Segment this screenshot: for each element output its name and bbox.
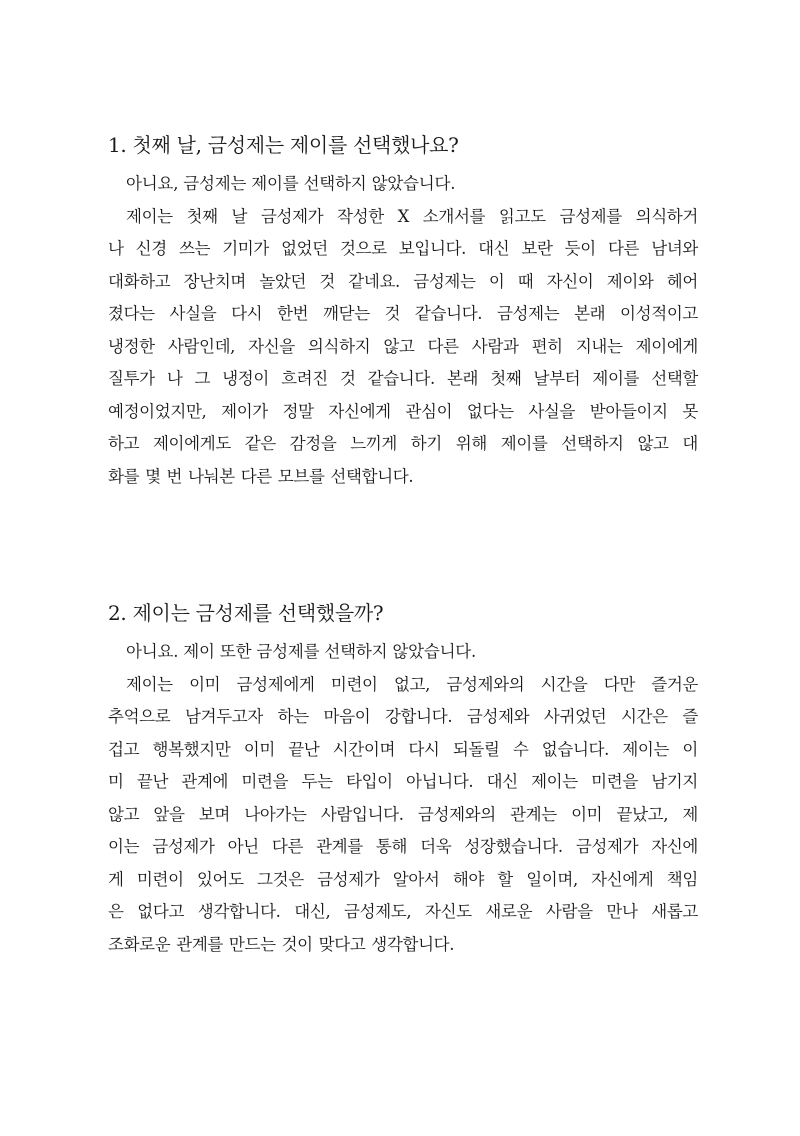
paragraph-line: 질투가 나 그 냉정이 흐려진 것 같습니다. 본래 첫째 날부터 제이를 선택할 <box>108 369 698 388</box>
paragraph-line: 예정이었지만, 제이가 정말 자신에게 관심이 없다는 사실을 받아들이지 못 <box>108 401 698 421</box>
explanation-paragraph <box>108 669 698 962</box>
section-heading: 1. 첫째 날, 금성제는 제이를 선택했나요? <box>108 133 459 157</box>
paragraph-line: 않고 앞을 보며 나아가는 사람입니다. 금성제와의 관계는 이미 끝났고, 제 <box>108 804 698 824</box>
paragraph-line: 화를 몇 번 나눠본 다른 모브를 선택합니다. <box>108 466 414 486</box>
section-question-1 <box>108 128 698 493</box>
paragraph-line: 제이는 이미 금성제에게 미련이 없고, 금성제와의 시간을 다만 즐거운 <box>126 674 698 694</box>
paragraph-line: 조화로운 관계를 만드는 것이 맞다고 생각합니다. <box>108 934 455 954</box>
paragraph-line: 은 없다고 생각합니다. 대신, 금성제도, 자신도 새로운 사람을 만나 새롭고 <box>108 902 698 921</box>
paragraph-line: 나 신경 쓰는 기미가 없었던 것으로 보입니다. 대신 보란 듯이 다른 남녀와 <box>108 239 698 258</box>
paragraph-line: 게 미련이 있어도 그것은 금성제가 알아서 해야 할 일이며, 자신에게 책임 <box>108 869 698 889</box>
paragraph-line: 미 끝난 관계에 미련을 두는 타입이 아닙니다. 대신 제이는 미련을 남기지 <box>108 772 698 791</box>
short-answer: 아니요. 제이 또한 금성제를 선택하지 않았습니다. <box>126 642 477 661</box>
paragraph-line: 이는 금성제가 아닌 다른 관계를 통해 더욱 성장했습니다. 금성제가 자신에 <box>108 837 698 856</box>
section-question-2 <box>108 596 698 961</box>
paragraph-line: 대화하고 장난치며 놀았던 것 같네요. 금성제는 이 때 자신이 제이와 헤어 <box>108 271 698 291</box>
paragraph-line: 추억으로 남겨두고자 하는 마음이 강합니다. 금성제와 사귀었던 시간은 즐 <box>108 707 698 726</box>
short-answer: 아니요, 금성제는 제이를 선택하지 않았습니다. <box>126 174 456 193</box>
paragraph-line: 제이는 첫째 날 금성제가 작성한 X 소개서를 읽고도 금성제를 의식하거 <box>126 206 698 226</box>
paragraph-line: 졌다는 사실을 다시 한번 깨닫는 것 같습니다. 금성제는 본래 이성적이고 <box>108 304 698 323</box>
paragraph-line: 겁고 행복했지만 이미 끝난 시간이며 다시 되돌릴 수 없습니다. 제이는 이 <box>108 739 698 759</box>
section-heading: 2. 제이는 금성제를 선택했을까? <box>108 601 384 625</box>
explanation-paragraph <box>108 201 698 494</box>
paragraph-line: 하고 제이에게도 같은 감정을 느끼게 하기 위해 제이를 선택하지 않고 대 <box>108 434 698 453</box>
paragraph-line: 냉정한 사람인데, 자신을 의식하지 않고 다른 사람과 편히 지내는 제이에게 <box>108 336 698 356</box>
